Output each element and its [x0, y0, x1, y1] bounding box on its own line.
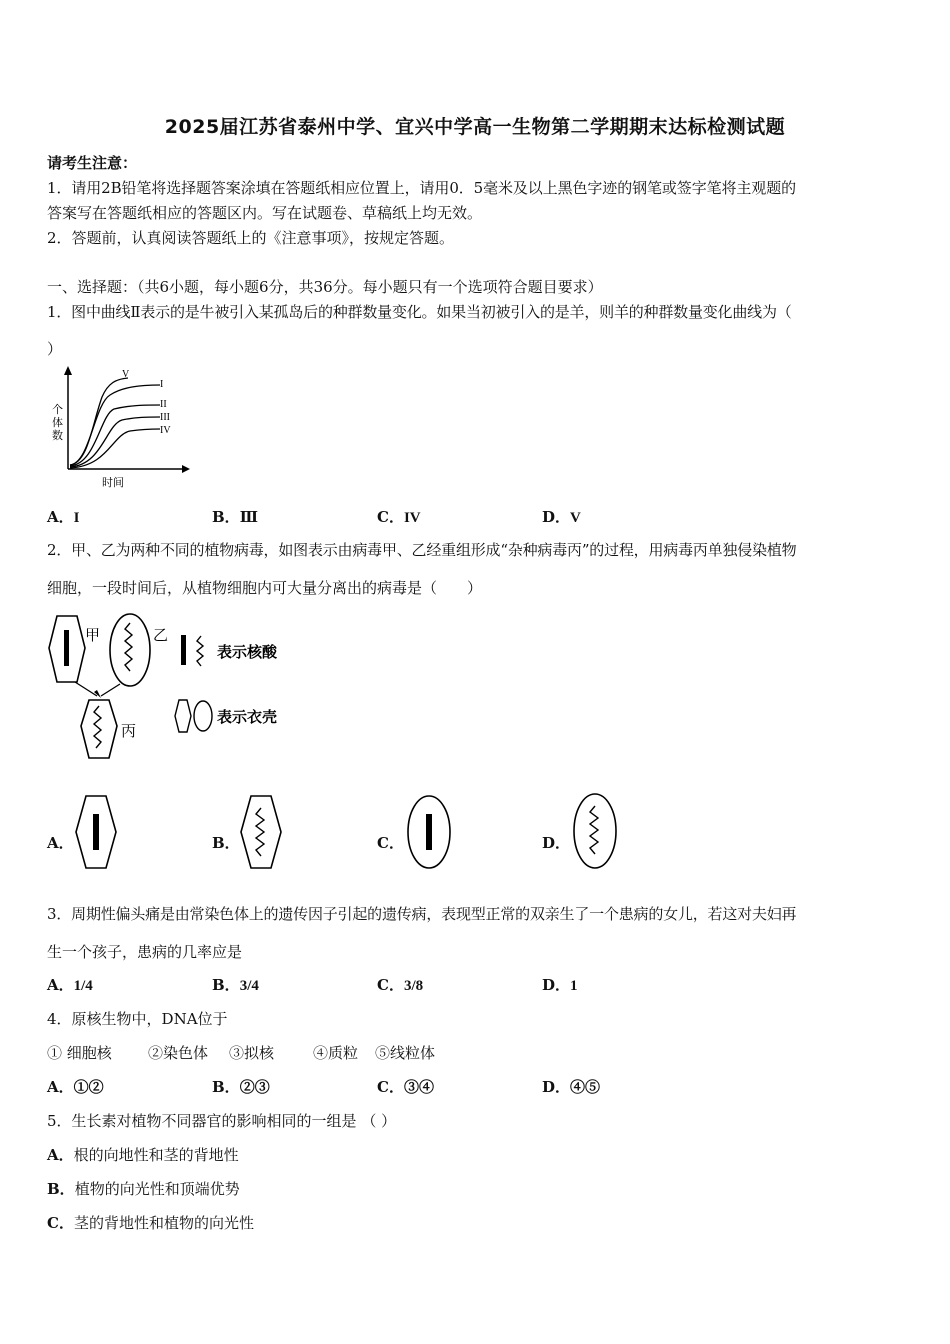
- curve-label: II: [160, 399, 167, 410]
- q3-option-b[interactable]: B．3/4: [212, 976, 259, 994]
- q5-option-b[interactable]: B．植物的向光性和顶端优势: [47, 1180, 240, 1198]
- x-axis-label: 时间: [102, 476, 124, 489]
- curve-label: III: [160, 412, 170, 423]
- curve-label: V: [122, 369, 130, 380]
- y-axis-label: 个: [52, 403, 63, 416]
- q4-option-c[interactable]: C．③④: [377, 1078, 434, 1096]
- notice-line-1b: 答案写在答题纸相应的答题区内。写在试题卷、草稿纸上均无效。: [47, 204, 483, 222]
- legend-wavy-icon: [197, 636, 203, 666]
- q4-option-a[interactable]: A．①②: [47, 1078, 104, 1096]
- q5-option-c[interactable]: C．茎的背地性和植物的向光性: [47, 1214, 254, 1232]
- curve-label: IV: [160, 425, 171, 436]
- curve-iv: [70, 429, 160, 468]
- q5-stem: 5．生长素对植物不同器官的影响相同的一组是 （ ）: [47, 1112, 397, 1130]
- q5-option-a[interactable]: A．根的向地性和茎的背地性: [47, 1146, 239, 1164]
- q2-option-d-oval-wavy-icon[interactable]: [572, 792, 618, 870]
- q2-option-c[interactable]: C．: [377, 834, 404, 852]
- q2-option-c-oval-rod-icon[interactable]: [406, 794, 452, 870]
- q3-stem: 3．周期性偏头痛是由常染色体上的遗传因子引起的遗传病，表现型正常的双亲生了一个患病的女儿，若这对夫妇再: [47, 905, 797, 923]
- q2-option-b[interactable]: B．: [212, 834, 240, 852]
- legend-shell-label: 表示衣壳: [217, 708, 278, 726]
- virus-bing-nucleic-acid: [94, 706, 101, 748]
- q2-option-a-hexagon-rod-icon[interactable]: [74, 794, 118, 870]
- curve-ii: [70, 405, 160, 466]
- q3-option-d[interactable]: D．1: [542, 976, 578, 994]
- q2-stem: 2．甲、乙为两种不同的植物病毒，如图表示由病毒甲、乙经重组形成“杂种病毒丙”的过程，用病毒丙单独侵染植物: [47, 541, 797, 559]
- q3-stem-end: 生一个孩子，患病的几率应是: [47, 943, 243, 961]
- y-axis-label: 数: [52, 429, 63, 442]
- q1-stem-end: ）: [47, 340, 63, 358]
- legend-rod-icon: [181, 635, 186, 665]
- q2-option-d[interactable]: D．: [542, 834, 571, 852]
- notice-heading: 请考生注意：: [47, 154, 138, 172]
- q2-option-b-hexagon-wavy-icon[interactable]: [239, 794, 283, 870]
- q4-item: ⑤线粒体: [375, 1044, 436, 1062]
- q2-stem-end: 细胞，一段时间后，从植物细胞内可大量分离出的病毒是（ ）: [47, 579, 483, 597]
- label-bing: 丙: [121, 722, 137, 740]
- q4-item: ②染色体: [148, 1044, 209, 1062]
- page-title: 2025届江苏省泰州中学、宜兴中学高一生物第二学期期末达标检测试题: [164, 116, 786, 138]
- q3-option-a[interactable]: A．1/4: [47, 976, 93, 994]
- virus-jia-nucleic-acid: [64, 630, 69, 666]
- q1-stem: 1．图中曲线Ⅱ表示的是牛被引入某孤岛后的种群数量变化。如果当初被引入的是羊，则羊的种群数量变化曲线为（: [47, 303, 792, 321]
- q1-option-d[interactable]: D．V: [542, 508, 581, 526]
- q4-item: ① 细胞核: [47, 1044, 112, 1062]
- section-heading: 一、选择题：（共6小题，每小题6分，共36分。每小题只有一个选项符合题目要求）: [47, 278, 603, 296]
- q4-option-d[interactable]: D．④⑤: [542, 1078, 601, 1096]
- virus-yi-shell-oval: [110, 614, 150, 686]
- q4-item: ③拟核: [229, 1044, 275, 1062]
- virus-recombination-diagram: [45, 608, 305, 768]
- q2-option-a[interactable]: A．: [47, 834, 74, 852]
- q4-item: ④质粒: [313, 1044, 359, 1062]
- q1-option-b[interactable]: B．Ⅲ: [212, 508, 258, 526]
- population-growth-graph: [40, 365, 190, 490]
- curve-label: I: [160, 379, 164, 390]
- q4-option-b[interactable]: B．②③: [212, 1078, 270, 1096]
- label-jia: 甲: [85, 626, 101, 644]
- q4-stem: 4．原核生物中，DNA位于: [47, 1010, 228, 1028]
- label-yi: 乙: [153, 626, 169, 644]
- q1-option-c[interactable]: C．IV: [377, 508, 421, 526]
- legend-hexagon-icon: [175, 700, 191, 732]
- y-axis-label: 体: [52, 416, 63, 429]
- legend-oval-icon: [194, 701, 212, 731]
- q1-option-a[interactable]: A．I: [47, 508, 80, 526]
- q3-option-c[interactable]: C．3/8: [377, 976, 424, 994]
- virus-yi-nucleic-acid: [125, 623, 132, 671]
- legend-nucleic-acid-label: 表示核酸: [217, 643, 278, 661]
- notice-line-1a: 1．请用2B铅笔将选择题答案涂填在答题纸相应位置上，请用0．5毫米及以上黑色字迹的钢笔或签字笔将主观题的: [47, 179, 797, 197]
- notice-line-2: 2．答题前，认真阅读答题纸上的《注意事项》，按规定答题。: [47, 229, 455, 247]
